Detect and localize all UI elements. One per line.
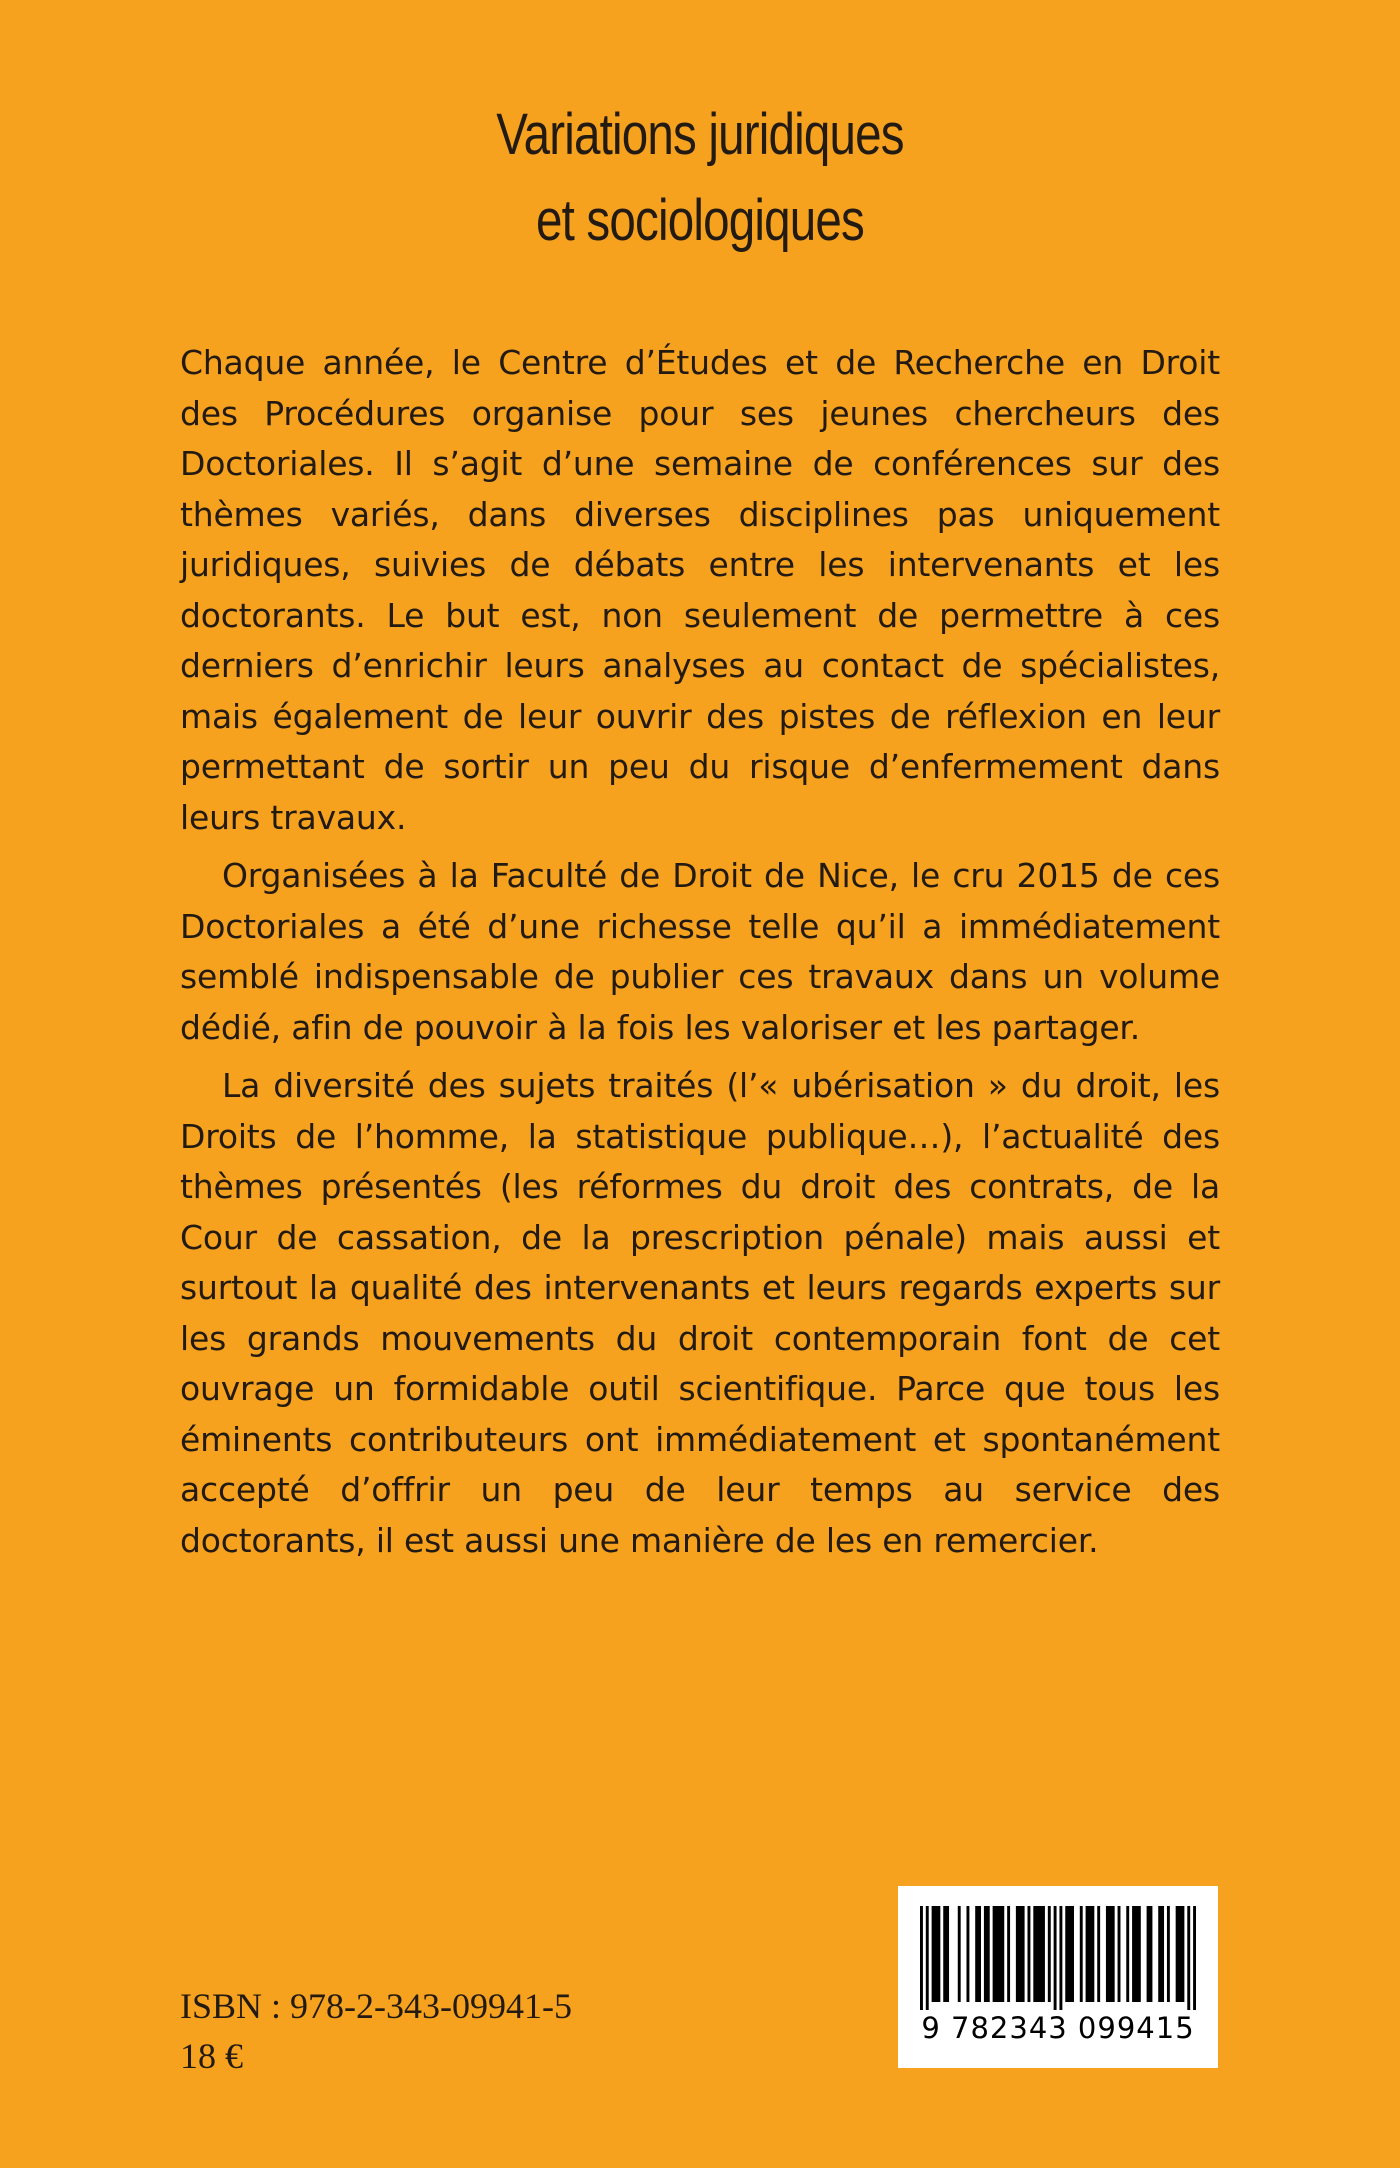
barcode-bar (932, 1906, 941, 2002)
barcode-bar (1193, 1906, 1196, 2010)
barcode-bar (943, 1906, 949, 2002)
barcode-bar (975, 1906, 981, 2002)
barcode-bar (1048, 1906, 1051, 2002)
barcode-bar (1027, 1906, 1030, 2002)
barcode-bar (1097, 1906, 1100, 2002)
barcode-bar (1118, 1906, 1121, 2002)
barcode-bar (1007, 1906, 1010, 2002)
description-paragraph-3: La diversité des sujets traités (l’« ubérisation » du droit, les Droits de l’homme, la statistique publique…), l’actualité des thèmes présentés (les réformes du droit des contrats, de la Cour de cassation, de la prescription pénale) mais aussi et surtout la qualité des intervenants et leurs regards experts sur les grands mouvements du droit contemporain font de cet ouvrage un formidable outil scientifique. Parce que tous les éminents contributeurs ont immédiatement et spontanément accepté d’offrir un peu de leur temps au service des doctorants, il est aussi une manière de les en remercier. (180, 1066, 1220, 1560)
barcode-bar (1059, 1906, 1062, 2010)
barcode-bar (1176, 1906, 1185, 2002)
barcode-bar (1132, 1906, 1141, 2002)
barcode-bar (1054, 1906, 1057, 2010)
barcode-bar (966, 1906, 969, 2002)
barcode-bar (1158, 1906, 1164, 2002)
description-paragraph-1: Chaque année, le Centre d’Études et de Recherche en Droit des Procédures organise pour ses jeunes chercheurs des Doctoriales. Il s’agit d’une semaine de conférences sur des thèmes variés, dans diverses disciplines pas uniquement juridiques, suivies de débats entre les intervenants et les doctorants. Le but est, non seulement de permettre à ces derniers d’enrichir leurs analyses au contact de spécialistes, mais également de leur ouvrir des pistes de réflexion en leur permettant de sortir un peu du risque d’enfermement dans leurs travaux. (180, 343, 1220, 837)
title-line-1: Variations juridiques (496, 102, 904, 167)
barcode-bar (1106, 1906, 1115, 2002)
price-label: 18 € (180, 2036, 243, 2076)
isbn-label: ISBN : 978-2-343-09941-5 (180, 1986, 572, 2026)
barcode-bar (1080, 1906, 1083, 2002)
book-title (126, 92, 1274, 264)
barcode-bar (958, 1906, 961, 2002)
barcode-bar (993, 1906, 1005, 2002)
barcode-bar (1167, 1906, 1170, 2002)
barcode-bar (926, 1906, 929, 2010)
barcode-bar (1016, 1906, 1025, 2002)
back-cover-description (180, 338, 1220, 1574)
barcode-bar (1065, 1906, 1074, 2002)
barcode-number: 9 782343 099415 (921, 2011, 1195, 2045)
barcode-panel (898, 1886, 1218, 2068)
barcode-bar (1086, 1906, 1095, 2002)
barcode-bar (1147, 1906, 1153, 2002)
barcode-bars (920, 1906, 1196, 2010)
description-paragraph-2: Organisées à la Faculté de Droit de Nice, le cru 2015 de ces Doctoriales a été d’une richesse telle qu’il a immédiatement semblé indispensable de publier ces travaux dans un volume dédié, afin de pouvoir à la fois les valoriser et les partager. (180, 856, 1220, 1047)
barcode-bar (1033, 1906, 1045, 2002)
barcode-bar (984, 1906, 990, 2002)
barcode-bar (1126, 1906, 1129, 2002)
barcode-bar (1187, 1906, 1190, 2010)
barcode-bar (920, 1906, 923, 2010)
title-line-2: et sociologiques (536, 188, 864, 253)
